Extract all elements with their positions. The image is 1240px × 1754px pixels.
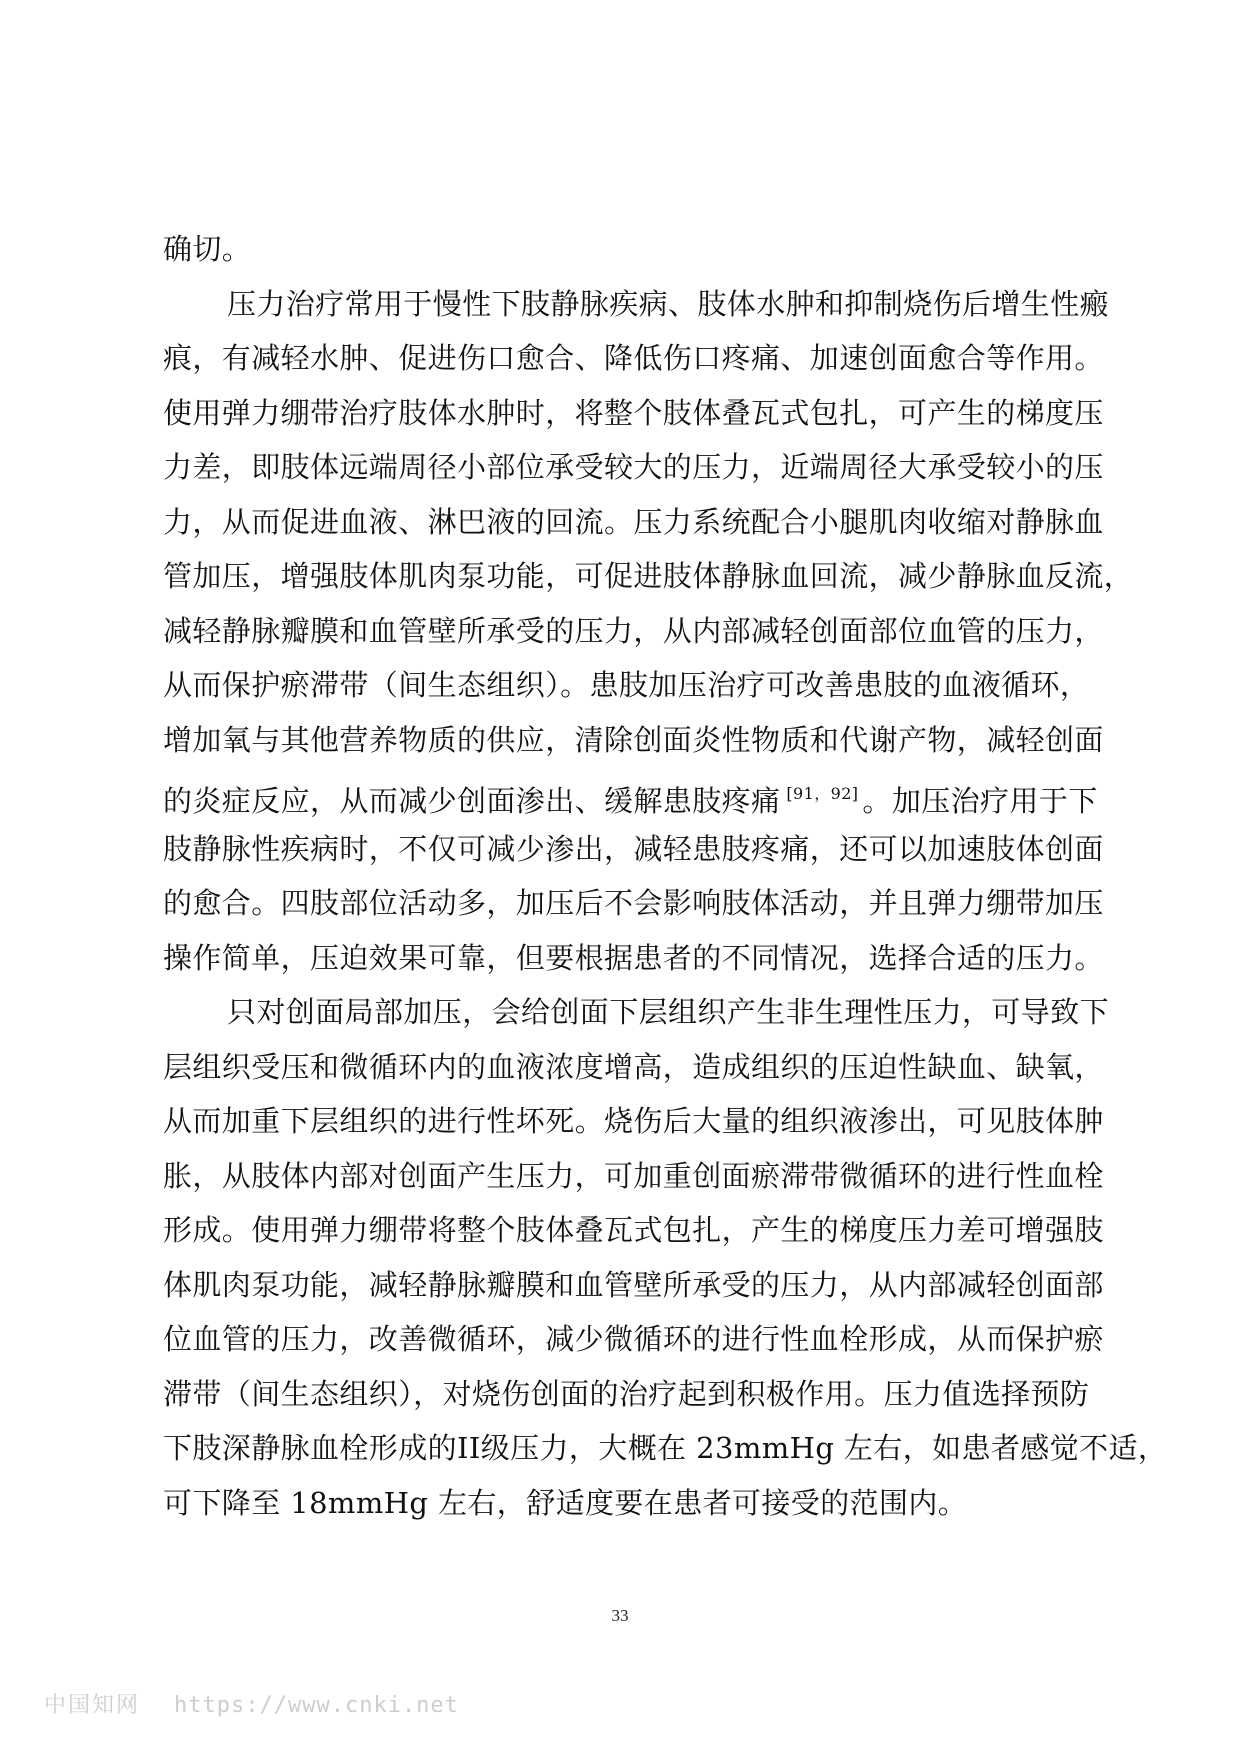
text-line: 层组织受压和微循环内的血液浓度增高，造成组织的压迫性缺血、缺氧， <box>163 1049 1104 1084</box>
paragraph-first-line: 压力治疗常用于慢性下肢静脉疾病、肢体水肿和抑制烧伤后增生性瘢 <box>227 286 1110 321</box>
text-line: 力差，即肢体远端周径小部位承受较大的压力，近端周径大承受较小的压 <box>163 450 1104 484</box>
text-line: 体肌肉泵功能，减轻静脉瓣膜和血管壁所承受的压力，从内部减轻创面部 <box>163 1267 1104 1302</box>
text-line: 增加氧与其他营养物质的供应，清除创面炎性物质和代谢产物，减轻创面 <box>163 722 1104 757</box>
cnki-watermark <box>44 1688 459 1719</box>
text-line-with-citation <box>163 767 1098 822</box>
text-line: 从而加重下层组织的进行性坏死。烧伤后大量的组织液渗出，可见肢体肿 <box>163 1104 1104 1138</box>
text-line: 管加压，增强肢体肌肉泵功能，可促进肢体静脉血回流，减少静脉血反流， <box>163 559 1134 593</box>
citation-reference: [91，92] <box>786 784 859 803</box>
page-number: 33 <box>611 1606 629 1625</box>
text-line: 确切。 <box>163 232 252 266</box>
text-line: 的愈合。四肢部位活动多，加压后不会影响肢体活动，并且弹力绷带加压 <box>163 886 1104 920</box>
text-segment: 的炎症反应，从而减少创面渗出、缓解患肢疼痛 <box>163 784 781 818</box>
text-line: 使用弹力绷带治疗肢体水肿时，将整个肢体叠瓦式包扎，可产生的梯度压 <box>163 395 1104 430</box>
text-line: 位血管的压力，改善微循环，减少微循环的进行性血栓形成，从而保护瘀 <box>163 1322 1104 1356</box>
text-line: 下肢深静脉血栓形成的II级压力，大概在 23mmHg 左右，如患者感觉不适， <box>163 1431 1168 1465</box>
text-line: 滞带（间生态组织），对烧伤创面的治疗起到积极作用。压力值选择预防 <box>163 1376 1090 1411</box>
text-line: 减轻静脉瓣膜和血管壁所承受的压力，从内部减轻创面部位血管的压力， <box>163 613 1104 648</box>
text-line: 形成。使用弹力绷带将整个肢体叠瓦式包扎，产生的梯度压力差可增强肢 <box>163 1213 1104 1247</box>
text-line: 可下降至 18mmHg 左右，舒适度要在患者可接受的范围内。 <box>163 1485 968 1520</box>
paragraph-first-line: 只对创面局部加压，会给创面下层组织产生非生理性压力，可导致下 <box>227 995 1110 1029</box>
document-body <box>163 222 1168 1530</box>
text-line: 从而保护瘀滞带（间生态组织）。患肢加压治疗可改善患肢的血液循环， <box>163 668 1090 702</box>
watermark-url: https://www.cnki.net <box>174 1693 459 1718</box>
text-line: 力，从而促进血液、淋巴液的回流。压力系统配合小腿肌肉收缩对静脉血 <box>163 504 1104 539</box>
text-line: 操作简单，压迫效果可靠，但要根据患者的不同情况，选择合适的压力。 <box>163 940 1104 975</box>
text-line: 痕，有减轻水肿、促进伤口愈合、降低伤口疼痛、加速创面愈合等作用。 <box>163 341 1104 375</box>
text-line: 胀，从肢体内部对创面产生压力，可加重创面瘀滞带微循环的进行性血栓 <box>163 1158 1104 1193</box>
text-line: 肢静脉性疾病时，不仅可减少渗出，减轻患肢疼痛，还可以加速肢体创面 <box>163 831 1104 866</box>
text-segment: 。加压治疗用于下 <box>862 784 1098 818</box>
watermark-brand: 中国知网 <box>44 1693 141 1718</box>
